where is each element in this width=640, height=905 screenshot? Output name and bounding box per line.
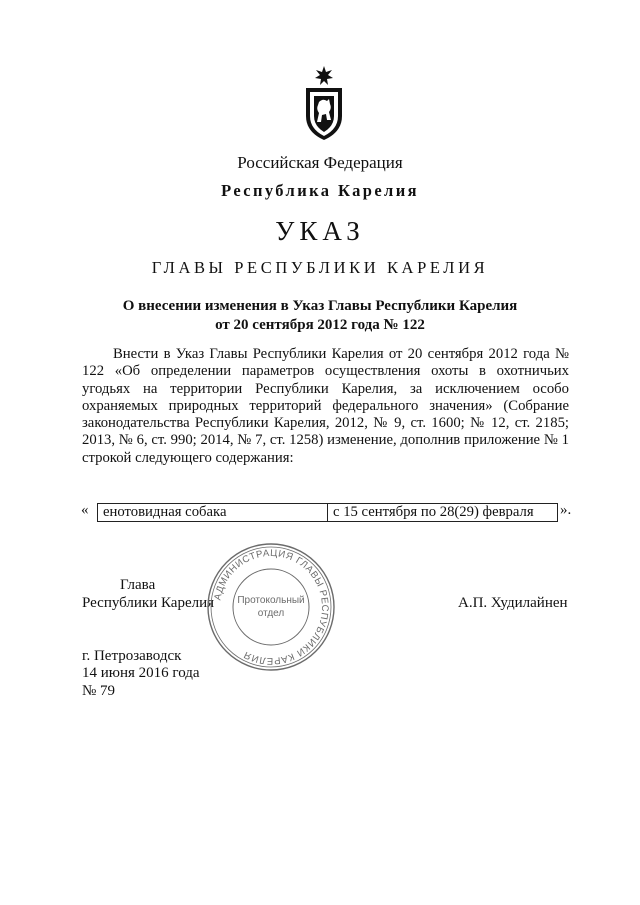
- country-name: Российская Федерация: [237, 153, 403, 172]
- issue-date: 14 июня 2016 года: [82, 665, 200, 681]
- stamp-ring-text: АДМИНИСТРАЦИЯ ГЛАВЫ РЕСПУБЛИКИ КАРЕЛИЯ: [212, 547, 331, 667]
- table-row: [98, 504, 558, 522]
- official-stamp: [204, 540, 338, 674]
- subject-line-2: от 20 сентября 2012 года № 122: [215, 317, 425, 333]
- subject-line-1: О внесении изменения в Указ Главы Республики Карелия: [122, 298, 518, 314]
- issue-place: г. Петрозаводск: [82, 648, 182, 664]
- stamp-center-line-1: Протокольный: [237, 595, 305, 606]
- body-paragraph: Внести в Указ Главы Республики Карелия от 20 сентября 2012 года № 122 «Об определении параметров осуществления охоты в охотничьих угодьях на территории Республики Карелия, за исключением особо охраняемых природных территорий федерального значения» (Собрание законодательства Республики Карелия, 2012, № 9, ст. 1600; № 12, ст. 2185; 2013, № 6, ст. 990; 2014, № 7, ст. 1258) изменение, дополнив приложение № 1 строкой следующего содержания:: [82, 346, 569, 466]
- document-issuer: ГЛАВЫ РЕСПУБЛИКИ КАРЕЛИЯ: [151, 258, 489, 277]
- svg-text:Протокольный: [237, 595, 304, 606]
- signer-title-line-2: Республики Карелия: [82, 595, 215, 611]
- signer-title-line-1: Глава: [120, 577, 156, 593]
- svg-text:АДМИНИСТРАЦИЯ ГЛАВЫ РЕСПУБЛИКИ: [212, 548, 330, 666]
- karelia-coat-of-arms-icon: [299, 64, 349, 144]
- insertion-table: [97, 503, 558, 522]
- signer-name: А.П. Худилайнен: [458, 595, 568, 611]
- document-type: УКАЗ: [275, 216, 365, 246]
- republic-name: Республика Карелия: [221, 181, 419, 200]
- quote-close: ».: [560, 502, 572, 518]
- document-number: № 79: [82, 683, 116, 699]
- svg-text:отдел: [258, 608, 285, 619]
- period-cell: с 15 сентября по 28(29) февраля: [328, 504, 558, 522]
- quote-open: «: [81, 502, 89, 518]
- stamp-center-line-2: отдел: [257, 608, 285, 619]
- animal-cell: енотовидная собака: [98, 504, 328, 522]
